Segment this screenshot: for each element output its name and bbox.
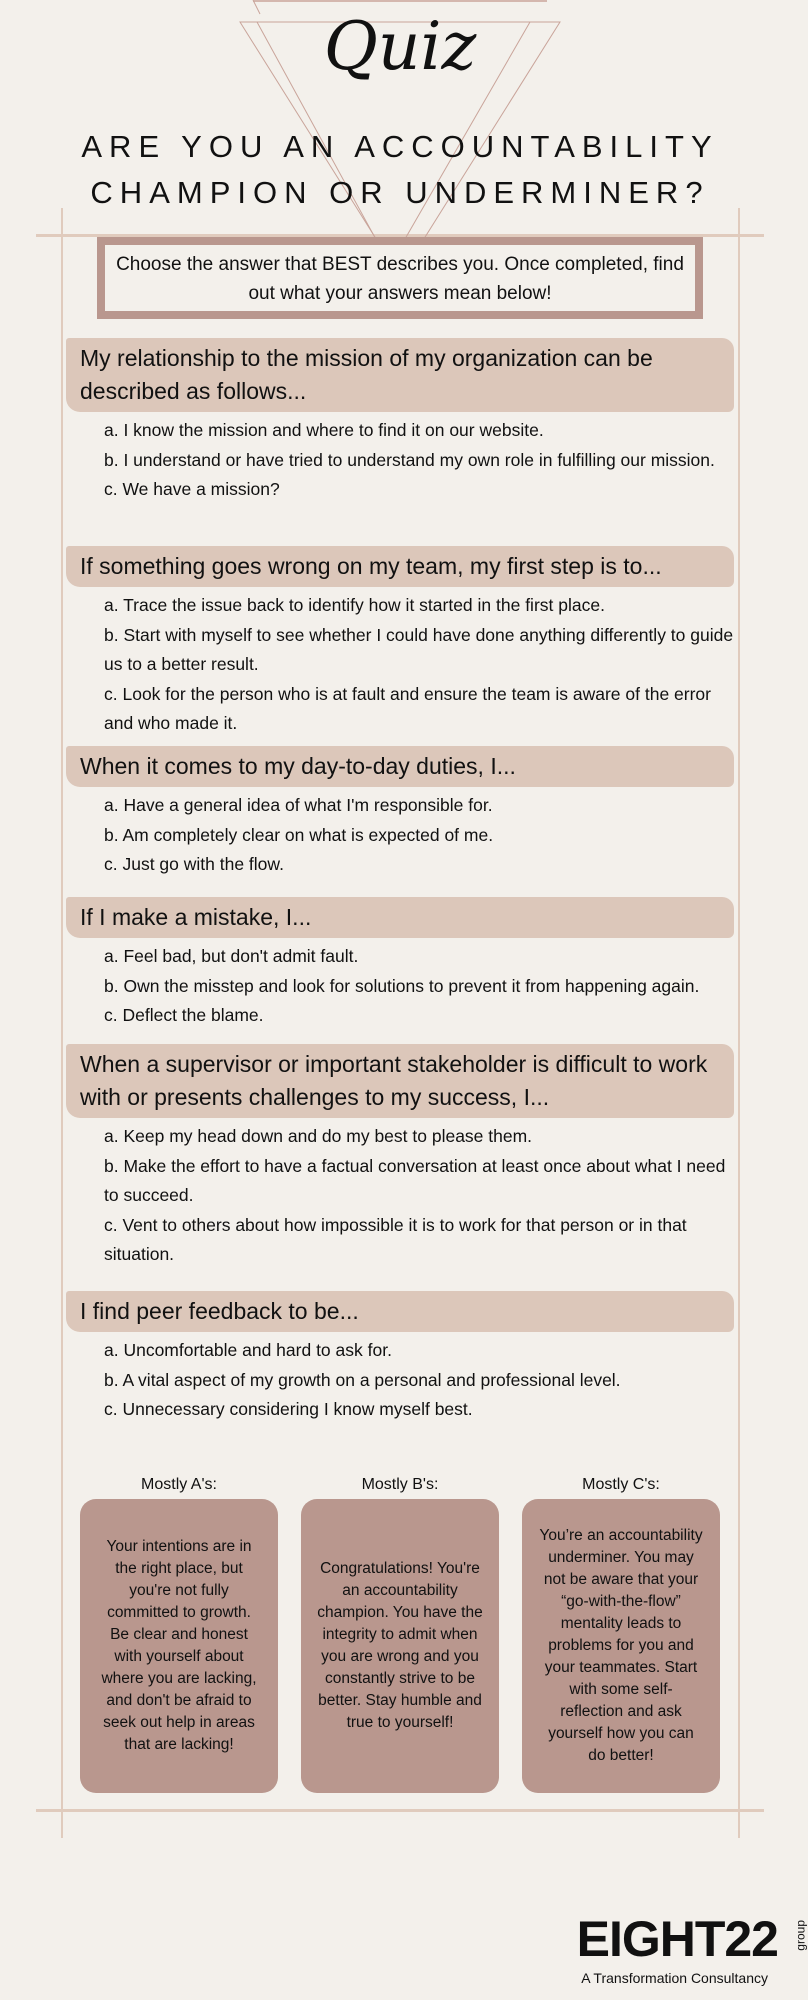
question-text: When it comes to my day-to-day duties, I... (66, 746, 734, 787)
question-text: If I make a mistake, I... (66, 897, 734, 938)
result-text-c: You’re an accountability underminer. You may not be aware that your “go-with-the-flow” mentality leads to problems for you and your teammates. Start with some self-reflection and ask yourself how you can do better! (539, 1527, 703, 1764)
company-logo (576, 1911, 808, 1986)
answer-option[interactable]: a. Keep my head down and do my best to please them. (104, 1126, 533, 1146)
question-1 (66, 338, 734, 505)
question-text: If something goes wrong on my team, my first step is to... (66, 546, 734, 587)
right-border (738, 208, 740, 1838)
answer-option[interactable]: a. Feel bad, but don't admit fault. (104, 946, 359, 966)
answer-option[interactable]: b. Make the effort to have a factual conversation at least once about what I need to succeed. (104, 1155, 726, 1205)
question-6 (66, 1291, 734, 1425)
question-text: When a supervisor or important stakeholder is difficult to work with or presents challenges to my success, I... (66, 1044, 734, 1118)
answer-option[interactable]: a. Have a general idea of what I'm responsible for. (104, 795, 493, 815)
question-2 (66, 546, 734, 739)
bottom-divider (36, 1809, 764, 1812)
logo-group: group (794, 1920, 808, 1951)
answer-option[interactable]: c. Unnecessary considering I know myself best. (104, 1399, 473, 1419)
question-text: I find peer feedback to be... (66, 1291, 734, 1332)
answer-option[interactable]: a. Uncomfortable and hard to ask for. (104, 1340, 392, 1360)
logo-tagline: A Transformation Consultancy (581, 1970, 768, 1986)
result-text-b: Congratulations! You're an accountability champion. You have the integrity to admit when you are wrong and you constantly strive to be better. Stay humble and true to yourself! (317, 1560, 483, 1731)
answer-list (66, 1336, 734, 1425)
answer-option[interactable]: b. A vital aspect of my growth on a personal and professional level. (104, 1369, 621, 1390)
answer-option[interactable]: b. I understand or have tried to understand my own role in fulfilling our mission. (104, 449, 715, 470)
answer-option[interactable]: b. Own the misstep and look for solutions to prevent it from happening again. (104, 975, 700, 996)
answer-list (66, 1122, 734, 1270)
result-label-c: Mostly C's: (582, 1476, 660, 1493)
result-card-c (522, 1499, 720, 1793)
answer-option[interactable]: b. Am completely clear on what is expected of me. (104, 824, 494, 845)
answer-option[interactable]: c. Vent to others about how impossible it is to work for that person or in that situation. (104, 1214, 687, 1264)
result-card-b (301, 1499, 499, 1793)
question-3 (66, 746, 734, 880)
answer-option[interactable]: a. I know the mission and where to find it on our website. (104, 420, 544, 440)
result-label-a: Mostly A's: (141, 1476, 217, 1493)
answer-option[interactable]: a. Trace the issue back to identify how it started in the first place. (104, 595, 605, 615)
quiz-script-title: Quiz (323, 8, 477, 85)
result-label-b: Mostly B's: (361, 1476, 439, 1493)
left-border (61, 208, 63, 1838)
answer-option[interactable]: c. Look for the person who is at fault and ensure the team is aware of the error and who made it. (104, 683, 711, 733)
title-line-1: ARE YOU AN ACCOUNTABILITY (81, 129, 719, 164)
question-text: My relationship to the mission of my organization can be described as follows... (66, 338, 734, 412)
answer-list (66, 416, 734, 505)
question-5 (66, 1044, 734, 1270)
answer-list (66, 791, 734, 880)
instructions-box: Choose the answer that BEST describes you. Once completed, find out what your answers mean below! (97, 237, 703, 319)
title-line-2: CHAMPION OR UNDERMINER? (90, 175, 710, 210)
result-text-a: Your intentions are in the right place, but you're not fully committed to growth. Be clear and honest with yourself about where you are lacking, and don't be afraid to seek out help in areas that are lacking! (101, 1538, 257, 1753)
answer-option[interactable]: c. We have a mission? (104, 479, 280, 499)
question-4 (66, 897, 734, 1031)
logo-wordmark: EIGHT22 (576, 1911, 778, 1967)
answer-list (66, 942, 734, 1031)
answer-list (66, 591, 734, 739)
answer-option[interactable]: c. Deflect the blame. (104, 1005, 264, 1025)
page-title (0, 124, 800, 216)
result-card-a (80, 1499, 278, 1793)
answer-option[interactable]: b. Start with myself to see whether I could have done anything differently to guide us to a better result. (104, 624, 734, 674)
answer-option[interactable]: c. Just go with the flow. (104, 854, 284, 874)
